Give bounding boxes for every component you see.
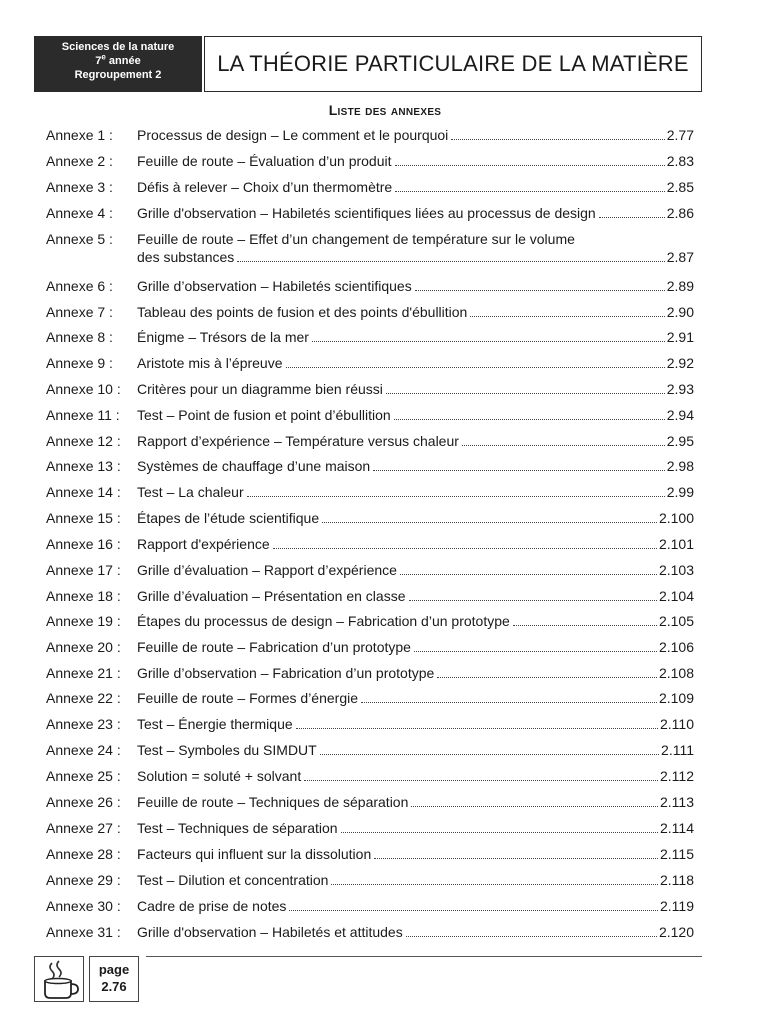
dot-leader xyxy=(331,884,658,885)
grade-word: année xyxy=(105,55,141,67)
annex-title: Défis à relever – Choix d’un thermomètre xyxy=(137,179,393,195)
annex-label: Annexe 22 : xyxy=(46,690,121,706)
annex-row xyxy=(46,715,694,733)
dot-leader xyxy=(513,625,657,626)
annex-row xyxy=(46,587,694,605)
dot-leader xyxy=(406,936,657,937)
dot-leader xyxy=(394,419,665,420)
annex-label: Annexe 23 : xyxy=(46,716,121,732)
annex-page-number: 2.120 xyxy=(658,924,694,940)
annex-label: Annexe 21 : xyxy=(46,665,121,681)
dot-leader xyxy=(322,522,657,523)
annex-entry xyxy=(137,432,694,450)
annex-entry xyxy=(137,126,694,144)
annex-page-number: 2.108 xyxy=(658,665,694,681)
annex-title: Énigme – Trésors de la mer xyxy=(137,329,309,345)
annex-row xyxy=(46,152,694,170)
annex-title: Solution = soluté + solvant xyxy=(137,768,302,784)
dot-leader xyxy=(411,806,658,807)
annex-title: Grille d’évaluation – Présentation en classe xyxy=(137,588,406,604)
annex-page-number: 2.87 xyxy=(666,249,694,265)
annex-label: Annexe 13 : xyxy=(46,458,121,474)
annex-entry xyxy=(137,793,694,811)
dot-leader xyxy=(395,165,665,166)
annex-row xyxy=(46,406,694,424)
annex-row xyxy=(46,509,694,527)
annex-page-number: 2.100 xyxy=(658,510,694,526)
annex-label: Annexe 10 : xyxy=(46,381,121,397)
coffee-mug-icon xyxy=(34,956,84,1002)
dot-leader xyxy=(462,445,665,446)
annex-label: Annexe 14 : xyxy=(46,484,121,500)
annex-label: Annexe 8 : xyxy=(46,329,113,345)
annex-entry xyxy=(137,406,694,424)
annex-title: Cadre de prise de notes xyxy=(137,898,287,914)
annex-entry xyxy=(137,204,694,222)
annex-page-number: 2.118 xyxy=(660,872,694,888)
annex-row xyxy=(46,819,694,837)
annex-page-number: 2.103 xyxy=(658,562,694,578)
annex-page-number: 2.92 xyxy=(666,355,694,371)
annex-title: Rapport d'expérience xyxy=(137,536,270,552)
dot-leader xyxy=(395,191,665,192)
annex-row xyxy=(46,535,694,553)
annex-page-number: 2.106 xyxy=(658,639,694,655)
annex-entry xyxy=(137,303,694,321)
dot-leader xyxy=(320,754,659,755)
annex-page-number: 2.101 xyxy=(658,536,694,552)
annex-label: Annexe 29 : xyxy=(46,872,121,888)
annex-entry xyxy=(137,587,694,605)
annex-label: Annexe 9 : xyxy=(46,355,113,371)
annex-entry xyxy=(137,152,694,170)
annex-label: Annexe 19 : xyxy=(46,613,121,629)
annex-title: Feuille de route – Évaluation d’un produit xyxy=(137,153,392,169)
annex-label: Annexe 6 : xyxy=(46,278,113,294)
subject-line: Sciences de la nature xyxy=(61,41,175,53)
annex-row xyxy=(46,303,694,321)
annex-row xyxy=(46,457,694,475)
annex-row xyxy=(46,638,694,656)
annex-entry xyxy=(137,483,694,501)
dot-leader xyxy=(312,341,665,342)
dot-leader xyxy=(361,702,657,703)
dot-leader xyxy=(470,316,664,317)
annex-page-number: 2.90 xyxy=(666,304,694,320)
grade-line xyxy=(34,54,202,68)
dot-leader xyxy=(386,393,665,394)
dot-leader xyxy=(237,261,664,262)
annex-row xyxy=(46,432,694,450)
cluster-line: Regroupement 2 xyxy=(74,69,162,81)
annex-label: Annexe 27 : xyxy=(46,820,121,836)
annex-row xyxy=(46,741,694,759)
dot-leader xyxy=(247,496,665,497)
footer-rule xyxy=(146,956,702,957)
annex-row xyxy=(46,230,694,266)
annex-title: Grille d’observation – Fabrication d’un prototype xyxy=(137,665,435,681)
annex-entry xyxy=(137,923,694,941)
annex-page-number: 2.113 xyxy=(660,794,694,810)
annex-entry xyxy=(137,535,694,553)
annex-label: Annexe 31 : xyxy=(46,924,121,940)
annex-page-number: 2.119 xyxy=(660,898,694,914)
dot-leader xyxy=(304,780,658,781)
grade-number: 7 xyxy=(95,55,102,67)
annex-entry xyxy=(137,178,694,196)
dot-leader xyxy=(400,574,657,575)
annex-page-number: 2.99 xyxy=(666,484,694,500)
annex-title-continued xyxy=(137,248,694,266)
annex-entry xyxy=(137,230,694,266)
annex-title: Grille d'observation – Habiletés et attitudes xyxy=(137,924,403,940)
annex-title: Critères pour un diagramme bien réussi xyxy=(137,381,383,397)
annex-page-number: 2.109 xyxy=(658,690,694,706)
annex-label: Annexe 7 : xyxy=(46,304,113,320)
annex-title: Grille d'observation – Habiletés scientifiques liées au processus de design xyxy=(137,205,596,221)
annex-row xyxy=(46,483,694,501)
annex-title: Processus de design – Le comment et le pourquoi xyxy=(137,127,449,143)
annex-label: Annexe 28 : xyxy=(46,846,121,862)
annex-row xyxy=(46,204,694,222)
annex-label: Annexe 12 : xyxy=(46,433,121,449)
annex-row xyxy=(46,689,694,707)
annex-title: Test – La chaleur xyxy=(137,484,244,500)
annex-label: Annexe 16 : xyxy=(46,536,121,552)
annex-title: Test – Point de fusion et point d’ébullition xyxy=(137,407,391,423)
annex-row xyxy=(46,612,694,630)
annex-page-number: 2.114 xyxy=(660,820,694,836)
annex-row xyxy=(46,277,694,295)
annex-page-number: 2.85 xyxy=(666,179,694,195)
annex-title: Feuille de route – Techniques de séparation xyxy=(137,794,409,810)
annex-row xyxy=(46,126,694,144)
annex-label: Annexe 20 : xyxy=(46,639,121,655)
annex-title: Systèmes de chauffage d’une maison xyxy=(137,458,371,474)
annex-title: des substances xyxy=(137,249,235,265)
annex-label: Annexe 24 : xyxy=(46,742,121,758)
dot-leader xyxy=(286,367,665,368)
grade-suffix: e xyxy=(101,52,106,62)
dot-leader xyxy=(437,677,657,678)
dot-leader xyxy=(415,290,665,291)
annex-label: Annexe 5 : xyxy=(46,231,113,247)
annex-page-number: 2.112 xyxy=(660,768,694,784)
annex-row xyxy=(46,354,694,372)
dot-leader xyxy=(414,651,657,652)
annex-entry xyxy=(137,561,694,579)
annex-label: Annexe 25 : xyxy=(46,768,121,784)
annex-page-number: 2.111 xyxy=(661,742,694,758)
annex-page-number: 2.83 xyxy=(666,153,694,169)
course-label-box xyxy=(34,36,202,92)
annex-entry xyxy=(137,328,694,346)
annex-list-title: Liste des annexes xyxy=(328,102,442,118)
dot-leader xyxy=(289,910,658,911)
annex-title: Test – Dilution et concentration xyxy=(137,872,329,888)
annex-row xyxy=(46,328,694,346)
annex-entry xyxy=(137,715,694,733)
dot-leader xyxy=(599,217,665,218)
dot-leader xyxy=(374,858,658,859)
annex-entry xyxy=(137,819,694,837)
annex-title: Facteurs qui influent sur la dissolution xyxy=(137,846,372,862)
annex-title: Aristote mis à l’épreuve xyxy=(137,355,283,371)
annex-title: Test – Techniques de séparation xyxy=(137,820,338,836)
annex-page-number: 2.91 xyxy=(666,329,694,345)
annex-row xyxy=(46,923,694,941)
annex-title: Test – Énergie thermique xyxy=(137,716,293,732)
annex-entry xyxy=(137,277,694,295)
annex-row xyxy=(46,897,694,915)
annex-title: Grille d’évaluation – Rapport d’expérience xyxy=(137,562,397,578)
annex-row xyxy=(46,178,694,196)
annex-page-number: 2.105 xyxy=(658,613,694,629)
annex-page-number: 2.89 xyxy=(666,278,694,294)
annex-page-number: 2.94 xyxy=(666,407,694,423)
annex-entry xyxy=(137,664,694,682)
annex-label: Annexe 26 : xyxy=(46,794,121,810)
annex-label: Annexe 30 : xyxy=(46,898,121,914)
annex-title: Étapes de l’étude scientifique xyxy=(137,510,320,526)
annex-entry xyxy=(137,380,694,398)
annex-row xyxy=(46,664,694,682)
page-number-box xyxy=(89,956,139,1002)
annex-row xyxy=(46,845,694,863)
annex-label: Annexe 18 : xyxy=(46,588,121,604)
dot-leader xyxy=(373,470,665,471)
annex-label: Annexe 3 : xyxy=(46,179,113,195)
annex-entry xyxy=(137,457,694,475)
dot-leader xyxy=(409,600,657,601)
page-number: 2.76 xyxy=(101,979,127,994)
annex-row xyxy=(46,871,694,889)
annex-label: Annexe 15 : xyxy=(46,510,121,526)
annex-entry xyxy=(137,871,694,889)
annex-label: Annexe 2 : xyxy=(46,153,113,169)
annex-title: Étapes du processus de design – Fabrication d’un prototype xyxy=(137,613,510,629)
annex-entry xyxy=(137,638,694,656)
annex-entry xyxy=(137,845,694,863)
annex-title: Test – Symboles du SIMDUT xyxy=(137,742,317,758)
annex-entry xyxy=(137,741,694,759)
annex-page-number: 2.77 xyxy=(666,127,694,143)
annex-title: Feuille de route – Fabrication d’un prototype xyxy=(137,639,411,655)
annex-title: Rapport d’expérience – Température versus chaleur xyxy=(137,433,459,449)
dot-leader xyxy=(451,139,664,140)
annex-page-number: 2.115 xyxy=(660,846,694,862)
dot-leader xyxy=(341,832,658,833)
annex-row xyxy=(46,793,694,811)
annex-label: Annexe 4 : xyxy=(46,205,113,221)
annex-entry xyxy=(137,612,694,630)
annex-page-number: 2.86 xyxy=(666,205,694,221)
annex-title: Tableau des points de fusion et des points d'ébullition xyxy=(137,304,468,320)
annex-entry xyxy=(137,767,694,785)
annex-entry xyxy=(137,897,694,915)
annex-page-number: 2.110 xyxy=(660,716,694,732)
annex-row xyxy=(46,767,694,785)
annex-page-number: 2.98 xyxy=(666,458,694,474)
annex-row xyxy=(46,561,694,579)
annex-page-number: 2.95 xyxy=(666,433,694,449)
dot-leader xyxy=(273,548,657,549)
annex-label: Annexe 17 : xyxy=(46,562,121,578)
annex-entry xyxy=(137,509,694,527)
annex-row xyxy=(46,380,694,398)
annex-entry xyxy=(137,689,694,707)
page-word: page xyxy=(98,962,130,977)
annex-label: Annexe 11 : xyxy=(46,407,120,423)
annex-label: Annexe 1 : xyxy=(46,127,113,143)
page-title: LA THÉORIE PARTICULAIRE DE LA MATIÈRE xyxy=(204,36,702,92)
annex-title: Feuille de route – Effet d’un changement de température sur le volume xyxy=(137,231,575,247)
annex-entry xyxy=(137,354,694,372)
annex-title: Feuille de route – Formes d’énergie xyxy=(137,690,359,706)
annex-title: Grille d’observation – Habiletés scientifiques xyxy=(137,278,412,294)
annex-page-number: 2.93 xyxy=(666,381,694,397)
dot-leader xyxy=(296,728,658,729)
annex-page-number: 2.104 xyxy=(658,588,694,604)
